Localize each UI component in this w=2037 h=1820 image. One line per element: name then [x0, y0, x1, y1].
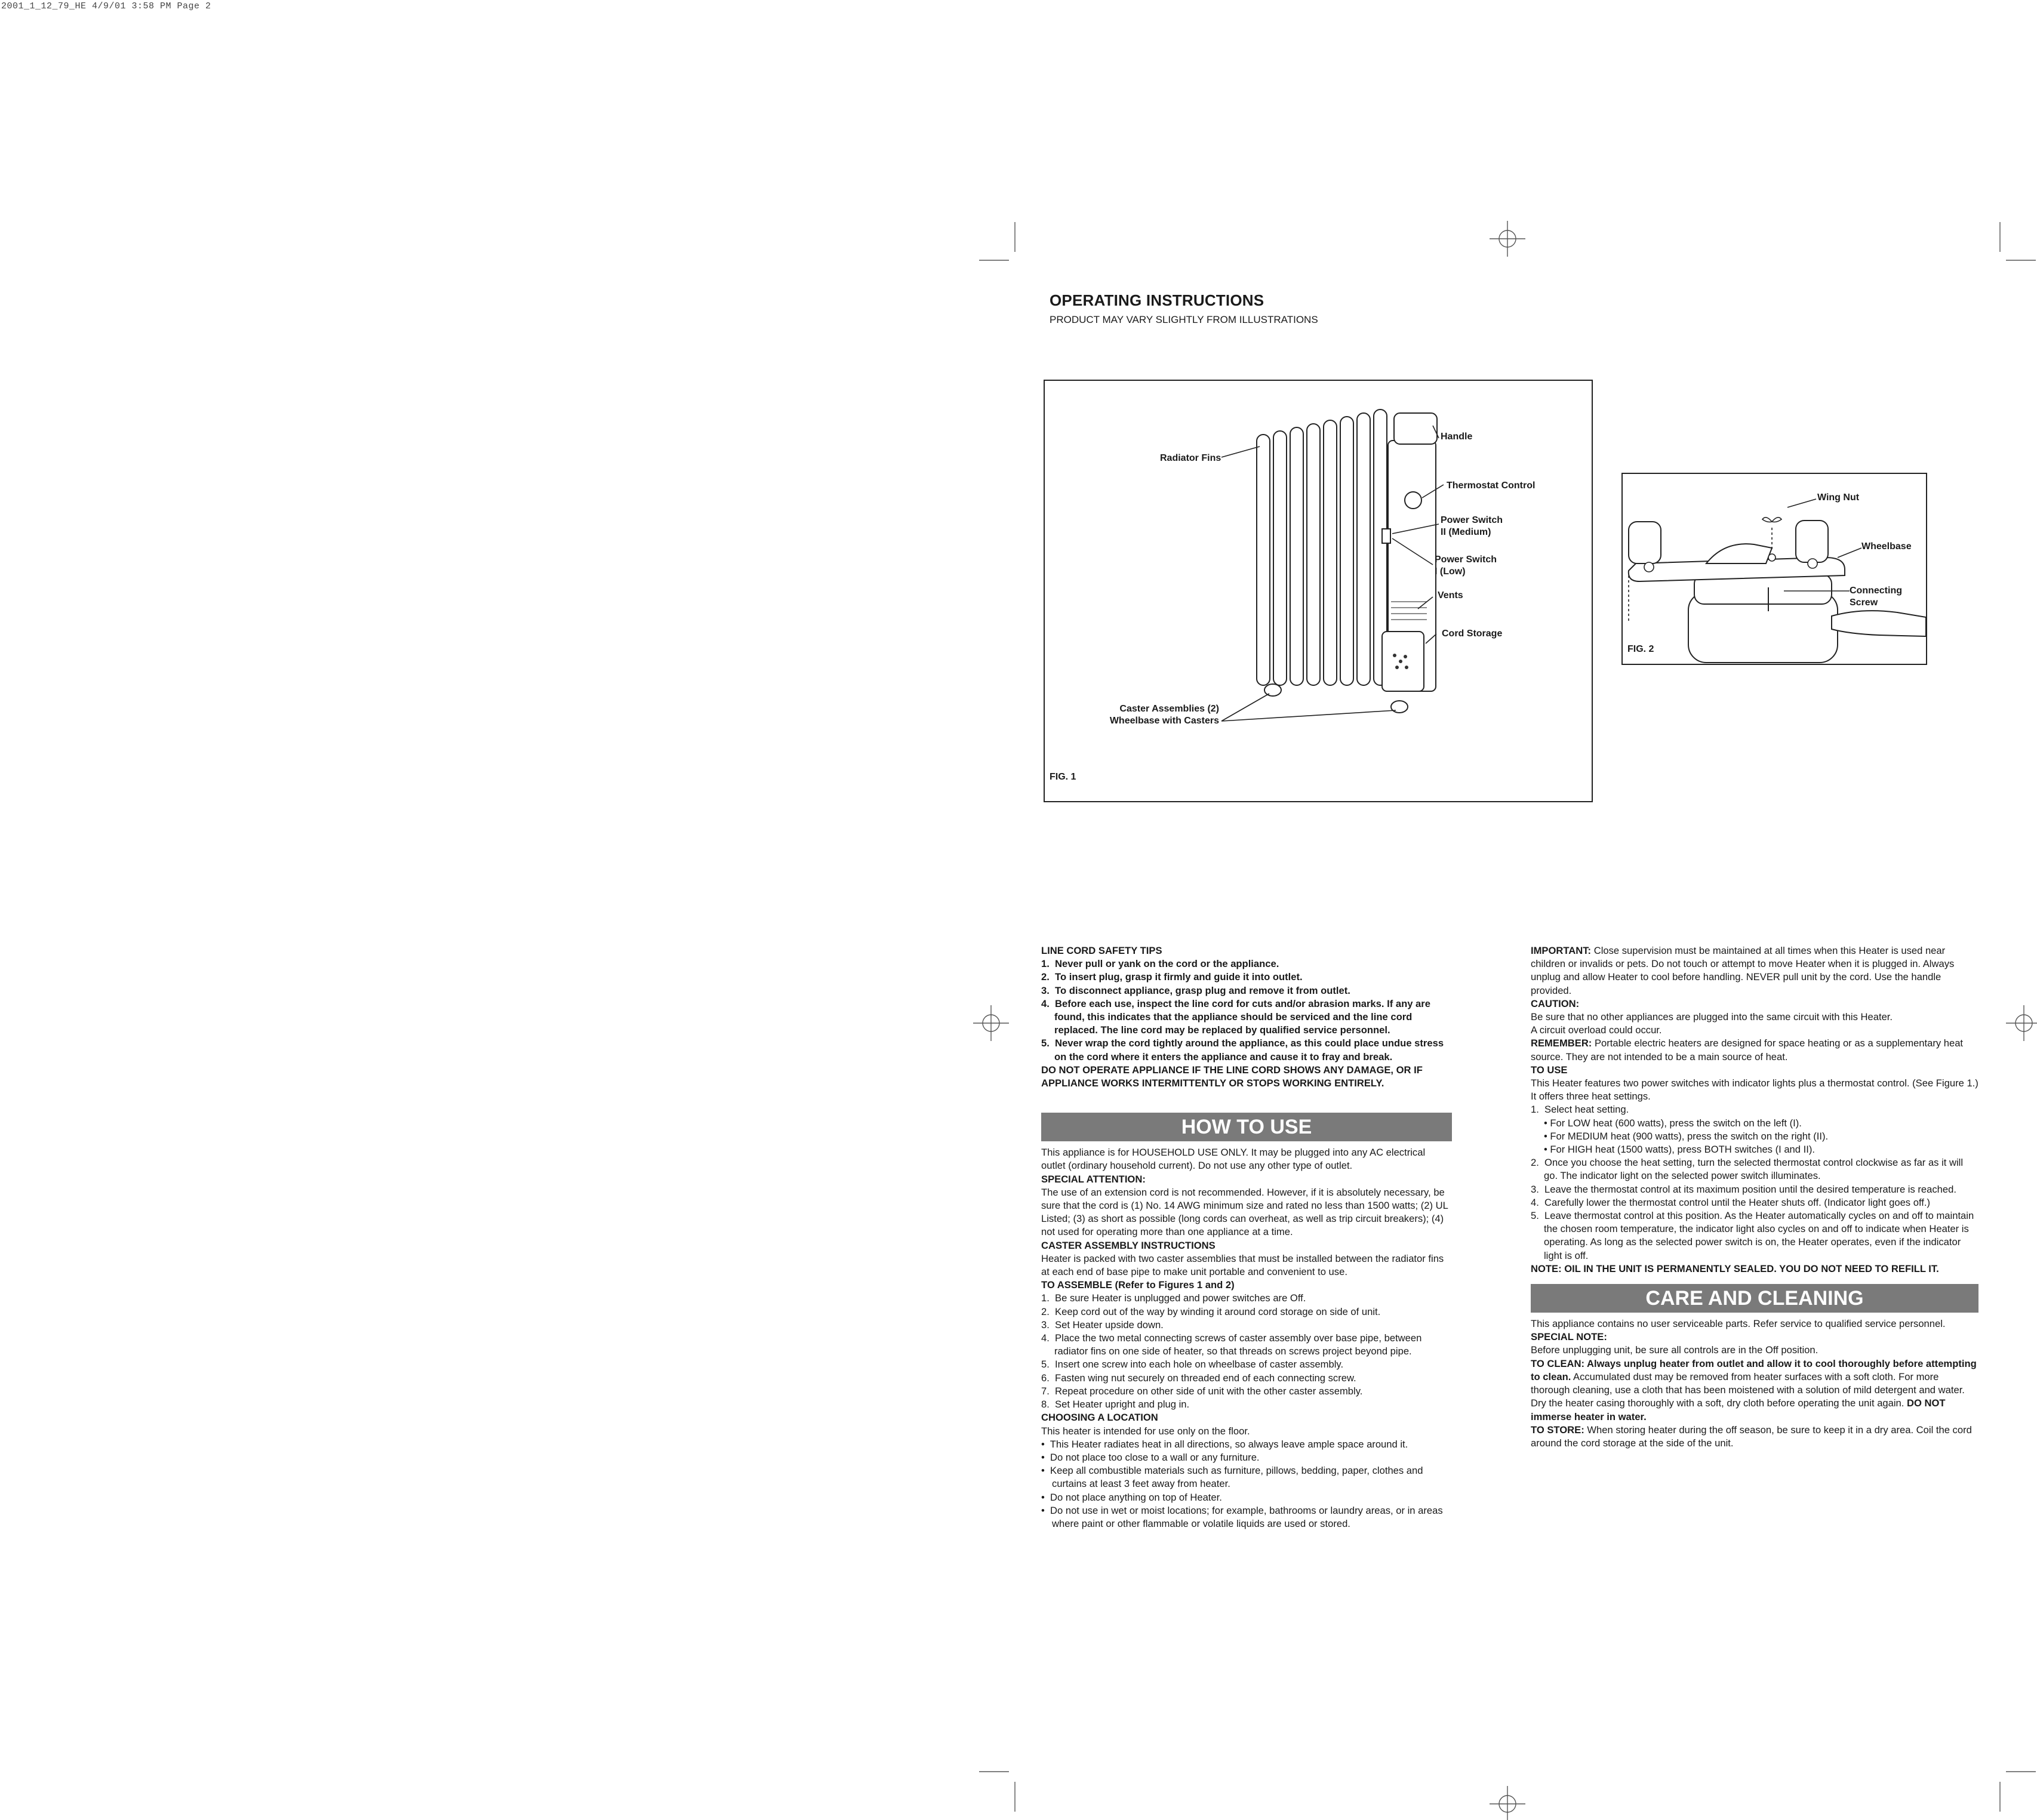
- caster-instructions-text: Heater is packed with two caster assemblies that must be installed between the radiator fins at each end of base pipe to make unit portable and convenient to use.: [1041, 1252, 1444, 1278]
- page-title: OPERATING INSTRUCTIONS: [1050, 291, 1264, 309]
- important-text: Close supervision must be maintained at all times when this Heater is used near children or invalids or pets. Do not touch or attempt to move Heater when it is plugged in. Always unplug and allow Heater to cool before handling. NEVER pull unit by the cord. Use the handle provided.: [1531, 945, 1955, 996]
- list-item: • Do not place too close to a wall or any furniture.: [1041, 1451, 1260, 1463]
- page-subtitle: PRODUCT MAY VARY SLIGHTLY FROM ILLUSTRATIONS: [1050, 314, 1318, 325]
- list-item: • For MEDIUM heat (900 watts), press the switch on the right (II).: [1544, 1130, 1829, 1142]
- list-item: 4. Carefully lower the thermostat control until the Heater shuts off. (Indicator light goes off.): [1531, 1196, 1931, 1208]
- special-note-title: SPECIAL NOTE:: [1531, 1331, 1607, 1343]
- figure-2: [1621, 473, 1927, 665]
- figure-1-caption: FIG. 1: [1050, 772, 1076, 782]
- list-item: 2. To insert plug, grasp it firmly and guide it into outlet.: [1041, 971, 1303, 983]
- care-intro: This appliance contains no user serviceable parts. Refer service to qualified service personnel.: [1531, 1318, 1946, 1330]
- to-use-step-1: [1531, 1103, 1978, 1116]
- list-item: 5. Leave thermostat control at this position. As the Heater automatically cycles on and off to maintain the chosen room temperature, the indicator light also cycles on and off to indicate when Heater is operating. As long as the selected power switch is on, the Heater operates, even if the indicator light is off.: [1531, 1210, 1974, 1261]
- label-radiator-fins: Radiator Fins: [1160, 453, 1221, 463]
- assemble-list: [1041, 1292, 1452, 1411]
- heat-settings-list: [1531, 1117, 1978, 1157]
- label-caster-assemblies: [1106, 703, 1219, 727]
- list-item: • For LOW heat (600 watts), press the switch on the left (I).: [1544, 1117, 1802, 1129]
- special-note-text: Before unplugging unit, be sure all controls are in the Off position.: [1531, 1344, 1818, 1356]
- remember-text: Portable electric heaters are designed for space heating or as a supplementary heat source. They are not intended to be a main source of heat.: [1531, 1037, 1964, 1063]
- to-clean-text: Accumulated dust may be removed from heater surfaces with a soft cloth. For more thorough cleaning, use a cloth that has been moistened with a solution of mild detergent and water. Dry the heater casing thoroughly with a soft, dry cloth before operating the unit again.: [1531, 1371, 1965, 1409]
- label-wheelbase: Wheelbase: [1861, 541, 1912, 552]
- remember-paragraph: [1531, 1037, 1978, 1063]
- label-connecting-screw-line1: Connecting: [1850, 586, 1902, 596]
- label-power-switch-1: [1435, 554, 1497, 578]
- label-thermostat-control: Thermostat Control: [1447, 481, 1536, 491]
- important-label: IMPORTANT:: [1531, 945, 1592, 956]
- list-item: 1. Select heat setting.: [1531, 1104, 1629, 1116]
- remember-label: REMEMBER:: [1531, 1037, 1592, 1049]
- list-item: 5. Insert one screw into each hole on wheelbase of caster assembly.: [1041, 1359, 1344, 1371]
- print-slug: 2001_1_12_79_HE 4/9/01 3:58 PM Page 2: [1, 1, 211, 11]
- label-vents: Vents: [1438, 590, 1463, 600]
- to-clean-paragraph: [1531, 1357, 1978, 1424]
- caster-instructions-title: CASTER ASSEMBLY INSTRUCTIONS: [1041, 1239, 1216, 1251]
- list-item: 3. Leave the thermostat control at its maximum position until the desired temperature is reached.: [1531, 1183, 1956, 1195]
- cord-warning: DO NOT OPERATE APPLIANCE IF THE LINE CORD SHOWS ANY DAMAGE, OR IF APPLIANCE WORKS INTERMITTENTLY OR STOPS WORKING ENTIRELY.: [1041, 1064, 1423, 1089]
- label-power-switch-1-line1: Power Switch: [1435, 555, 1497, 565]
- label-caster-line1: Caster Assemblies (2): [1119, 704, 1219, 714]
- special-attention-title: SPECIAL ATTENTION:: [1041, 1173, 1146, 1185]
- heater-illustration: [1045, 381, 1592, 801]
- label-power-switch-2: [1441, 515, 1503, 538]
- label-power-switch-2-line2: II (Medium): [1441, 527, 1491, 537]
- list-item: 7. Repeat procedure on other side of unit with the other caster assembly.: [1041, 1385, 1363, 1397]
- list-item: • This Heater radiates heat in all directions, so always leave ample space around it.: [1041, 1438, 1408, 1450]
- label-handle: Handle: [1441, 432, 1473, 442]
- important-paragraph: [1531, 944, 1978, 997]
- list-item: • Do not use in wet or moist locations; for example, bathrooms or laundry areas, or in areas where paint or other flammable or volatile liquids are used or stored.: [1041, 1504, 1443, 1529]
- how-to-use-intro: This appliance is for HOUSEHOLD USE ONLY. It may be plugged into any AC electrical outlet (ordinary household current). Do not use any other type of outlet.: [1041, 1147, 1426, 1172]
- label-cord-storage: Cord Storage: [1442, 629, 1503, 639]
- to-store-text: When storing heater during the off season, be sure to keep it in a dry area. Coil the cord around the cord storage at the side of the unit.: [1531, 1424, 1972, 1449]
- caution-text-2: A circuit overload could occur.: [1531, 1024, 1662, 1036]
- list-item: 3. Set Heater upside down.: [1041, 1319, 1164, 1331]
- to-store-paragraph: [1531, 1424, 1978, 1450]
- to-use-steps: [1531, 1156, 1978, 1262]
- to-clean-label: TO CLEAN: Always unplug heater from outlet and allow it to cool thoroughly before attempting to clean.: [1531, 1357, 1977, 1382]
- figure-1: [1044, 380, 1593, 802]
- list-item: 5. Never wrap the cord tightly around the appliance, as this could place undue stress on the cord where it enters the appliance and cause it to fray and break.: [1041, 1037, 1444, 1063]
- label-connecting-screw: [1850, 585, 1902, 609]
- list-item: 4. Place the two metal connecting screws of caster assembly over base pipe, between radiator fins on one side of heater, so that threads on screws project beyond pipe.: [1041, 1332, 1422, 1357]
- oil-note: NOTE: OIL IN THE UNIT IS PERMANENTLY SEALED. YOU DO NOT NEED TO REFILL IT.: [1531, 1262, 1939, 1274]
- left-column: [1041, 944, 1452, 1530]
- label-connecting-screw-line2: Screw: [1850, 598, 1878, 608]
- list-item: 8. Set Heater upright and plug in.: [1041, 1399, 1190, 1411]
- list-item: 6. Fasten wing nut securely on threaded end of each connecting screw.: [1041, 1372, 1356, 1384]
- label-caster-line2: Wheelbase with Casters: [1109, 716, 1219, 726]
- cord-safety-title: LINE CORD SAFETY TIPS: [1041, 945, 1162, 956]
- right-column: [1531, 944, 1978, 1450]
- to-use-text: This Heater features two power switches with indicator lights plus a thermostat control. (See Figure 1.) It offers three heat settings.: [1531, 1077, 1978, 1103]
- care-cleaning-banner: CARE AND CLEANING: [1531, 1284, 1978, 1313]
- to-store-label: TO STORE:: [1531, 1424, 1584, 1436]
- special-attention-text: The use of an extension cord is not recommended. However, if it is absolutely necessary, be sure that the cord is (1) No. 14 AWG minimum size and rated no less than 1500 watts; (2) UL Listed; (3) as short as possible (long cords can overheat, as well as trip circuit breakers); (4) not used for operating more than one appliance at a time.: [1041, 1186, 1448, 1238]
- figure-2-caption: FIG. 2: [1627, 644, 1654, 654]
- to-use-title: TO USE: [1531, 1064, 1568, 1076]
- list-item: • For HIGH heat (1500 watts), press BOTH switches (I and II).: [1544, 1144, 1815, 1156]
- location-list: [1041, 1438, 1452, 1530]
- list-item: 3. To disconnect appliance, grasp plug and remove it from outlet.: [1041, 984, 1350, 996]
- caution-text-1: Be sure that no other appliances are plugged into the same circuit with this Heater.: [1531, 1011, 1893, 1023]
- list-item: 4. Before each use, inspect the line cord for cuts and/or abrasion marks. If any are found, this indicates that the appliance should be serviced and the line cord replaced. The line cord may be replaced by qualified service personnel.: [1041, 997, 1430, 1036]
- list-item: 1. Be sure Heater is unplugged and power switches are Off.: [1041, 1292, 1306, 1304]
- to-clean-warning: DO NOT immerse heater in water.: [1531, 1397, 1946, 1422]
- list-item: • Keep all combustible materials such as furniture, pillows, bedding, paper, clothes and curtains at least 3 feet away from heater.: [1041, 1465, 1423, 1490]
- assemble-title: TO ASSEMBLE (Refer to Figures 1 and 2): [1041, 1279, 1235, 1291]
- location-title: CHOOSING A LOCATION: [1041, 1412, 1158, 1424]
- label-wing-nut: Wing Nut: [1817, 492, 1860, 503]
- list-item: 1. Never pull or yank on the cord or the appliance.: [1041, 958, 1279, 970]
- label-power-switch-2-line1: Power Switch: [1441, 515, 1503, 525]
- list-item: • Do not place anything on top of Heater.: [1041, 1491, 1222, 1503]
- how-to-use-banner: HOW TO USE: [1041, 1113, 1452, 1141]
- cord-safety-list: [1041, 957, 1452, 1064]
- label-power-switch-1-line2: I (Low): [1435, 566, 1466, 577]
- caution-title: CAUTION:: [1531, 997, 1580, 1009]
- location-text: This heater is intended for use only on the floor.: [1041, 1425, 1250, 1437]
- list-item: 2. Keep cord out of the way by winding it around cord storage on side of unit.: [1041, 1305, 1381, 1317]
- caster-assembly-illustration: [1623, 474, 1926, 664]
- list-item: 2. Once you choose the heat setting, turn the selected thermostat control clockwise as far as it will go. The indicator light on the selected power switch illuminates.: [1531, 1157, 1964, 1182]
